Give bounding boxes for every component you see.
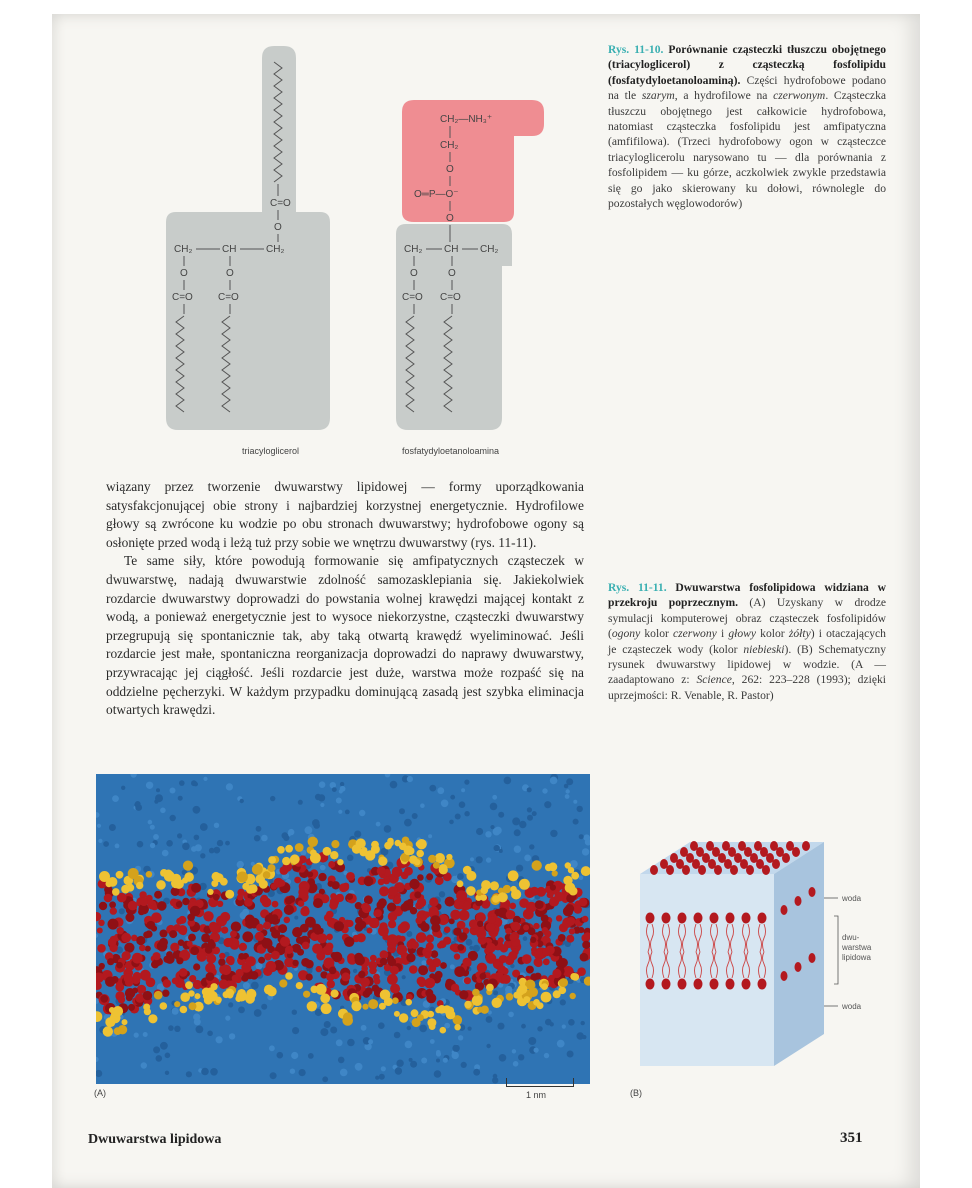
figure-11-10-structures: [152, 44, 652, 464]
caption-text: ). (B) Schematyczny rysunek dwuwarstwy lipidowej w wodzie. (A — zaadaptowano z:: [608, 642, 886, 687]
figure-11-11b-schematic: [628, 826, 898, 1086]
label-a: (A): [94, 1088, 106, 1098]
caption-text: kolor: [756, 627, 789, 641]
paragraph-2: Te same siły, które powodują formowanie się amfipatycznych cząsteczek w dwuwarstwę, nadają dwuwarstwie zdolność samozasklepiania się. Jakiekolwiek rozdarcie dwuwarstwy doprowadzi do powstania wolnej krawędzi mającej kontakt z wodą, a ponieważ energetycznie jest to wysoce niekorzystne, cząsteczki dwuwarstwy przegrupują się spontanicznie tak, aby taką otwartą krawędź wyeliminować. Jeśli rozdarcie jest małe, spontaniczna reorganizacja doprowadzi do naprawy dwuwarstwy, przywracając jej ciągłość. Jeśli rozdarcie jest duże, warstwa może rozpaść się na oddzielne pęcherzyki. W każdym przypadku dominującą zasadą jest szybka eliminacja otwartych krawędzi.: [106, 553, 584, 718]
pe-ch2: CH₂: [440, 140, 459, 151]
label-woda-top: woda: [842, 894, 862, 903]
pe-ch2-right: CH₂: [480, 244, 499, 255]
tg-ch2-right: CH₂: [266, 244, 285, 255]
caption-number: Rys. 11-10.: [608, 43, 664, 56]
caption-italic: żółty: [788, 627, 811, 641]
caption-italic: głowy: [728, 627, 757, 641]
caption-number: Rys. 11-11.: [608, 581, 667, 594]
tg-top-oxygen: O: [274, 222, 282, 233]
caption-italic: niebieski: [743, 642, 785, 656]
pe-o-1: O: [446, 164, 454, 175]
caption-text: kolor: [640, 627, 673, 641]
label-b: (B): [630, 1088, 642, 1098]
tg-co-mid: C=O: [218, 292, 239, 303]
caption-text: (A) Uzyskany w drodze symulacji komputerowej obraz cząsteczek fosfolipidów (: [608, 596, 886, 641]
pe-ch: CH: [444, 244, 459, 255]
caption-title: Porównanie cząsteczki tłuszczu obojętnego (triacyloglicerol) z cząsteczką fosfolipidu (fosfatydyloetanoloaminą).: [608, 43, 886, 87]
caption-italic-red: czerwonym: [773, 89, 826, 103]
tg-ch: CH: [222, 244, 237, 255]
label-bilayer-2: warstwa: [842, 943, 872, 952]
figure-11-11-caption: [608, 580, 886, 703]
pe-ch2-left: CH₂: [404, 244, 423, 255]
pe-co-mid: C=O: [440, 292, 461, 303]
paragraph-1: wiązany przez tworzenie dwuwarstwy lipidowej — formy uporządkowania satysfakcjonującej obie strony i najbardziej korzystnej energetycznie. Hydrofilowe głowy są zwrócone ku wodzie po obu stronach dwuwarstwy; hydrofobowe ogony są osłonięte przed wodą i leżą tuż przy sobie we wnętrzu dwuwarstwy (rys. 11-11).: [106, 479, 584, 550]
label-woda-bottom: woda: [842, 1002, 862, 1011]
label-phosphatidylethanolamine: fosfatydyloetanoloamina: [402, 446, 500, 456]
caption-italic: czerwony: [673, 627, 717, 641]
caption-text: Części hydrofobowe podano na tle: [608, 73, 886, 103]
pe-o-2: O: [446, 213, 454, 224]
tg-ch2-left: CH₂: [174, 244, 193, 255]
caption-text: ) i otaczających je cząsteczek wody (kolor: [608, 627, 886, 656]
figure-11-10-caption: [608, 42, 886, 211]
label-bilayer-3: lipidowa: [842, 953, 871, 962]
label-bilayer-1: dwu-: [842, 933, 860, 942]
tg-co-left: C=O: [172, 292, 193, 303]
pe-o-mid: O: [448, 268, 456, 279]
page-number: 351: [840, 1130, 863, 1146]
caption-italic-gray: szarym: [641, 89, 675, 103]
label-triacylglycerol: triacyloglicerol: [242, 446, 300, 456]
body-text: [106, 478, 584, 720]
tg-o-left: O: [180, 268, 188, 279]
pe-phosphate: O═P—O⁻: [414, 189, 459, 200]
pe-ethanolamine: CH₂—NH₃⁺: [440, 114, 493, 125]
tg-o-mid: O: [226, 268, 234, 279]
running-footer-title: Dwuwarstwa lipidowa: [88, 1132, 222, 1147]
figure-11-11a-simulation: [96, 774, 590, 1084]
caption-text: , a hydrofilowe na: [674, 89, 768, 103]
caption-title: Dwuwarstwa fosfolipidowa widziana w przekroju poprzecznym.: [608, 581, 886, 610]
caption-italic: Science: [696, 673, 732, 687]
scale-bar: [506, 1078, 574, 1087]
caption-text: . Cząsteczka tłuszczu obojętnego jest całkowicie hydrofobowa, natomiast cząsteczka fosfolipidu jest amfipatyczna (amfifilowa). (Trzeci hydrofobowy ogon w cząsteczce triacyloglicerolu narysowano tu — dla porównania z fosfolipidem — ku górze, aczkolwiek zwykle przedstawia się go jako skierowany ku dołowi, równolegle do pozostałych węglowodorów): [608, 89, 887, 211]
caption-text: , 262: 223–228 (1993); dzięki uprzejmości: R. Venable, R. Pastor): [608, 673, 886, 702]
scale-label: 1 nm: [526, 1090, 547, 1100]
triacylglycerol-hydrophobic-shape: [166, 46, 330, 430]
pe-o-left: O: [410, 268, 418, 279]
tg-top-carbonyl: C=O: [270, 198, 291, 209]
book-page: [52, 14, 920, 1188]
caption-text: i: [716, 627, 729, 641]
caption-italic: ogony: [611, 627, 641, 641]
pe-co-left: C=O: [402, 292, 423, 303]
